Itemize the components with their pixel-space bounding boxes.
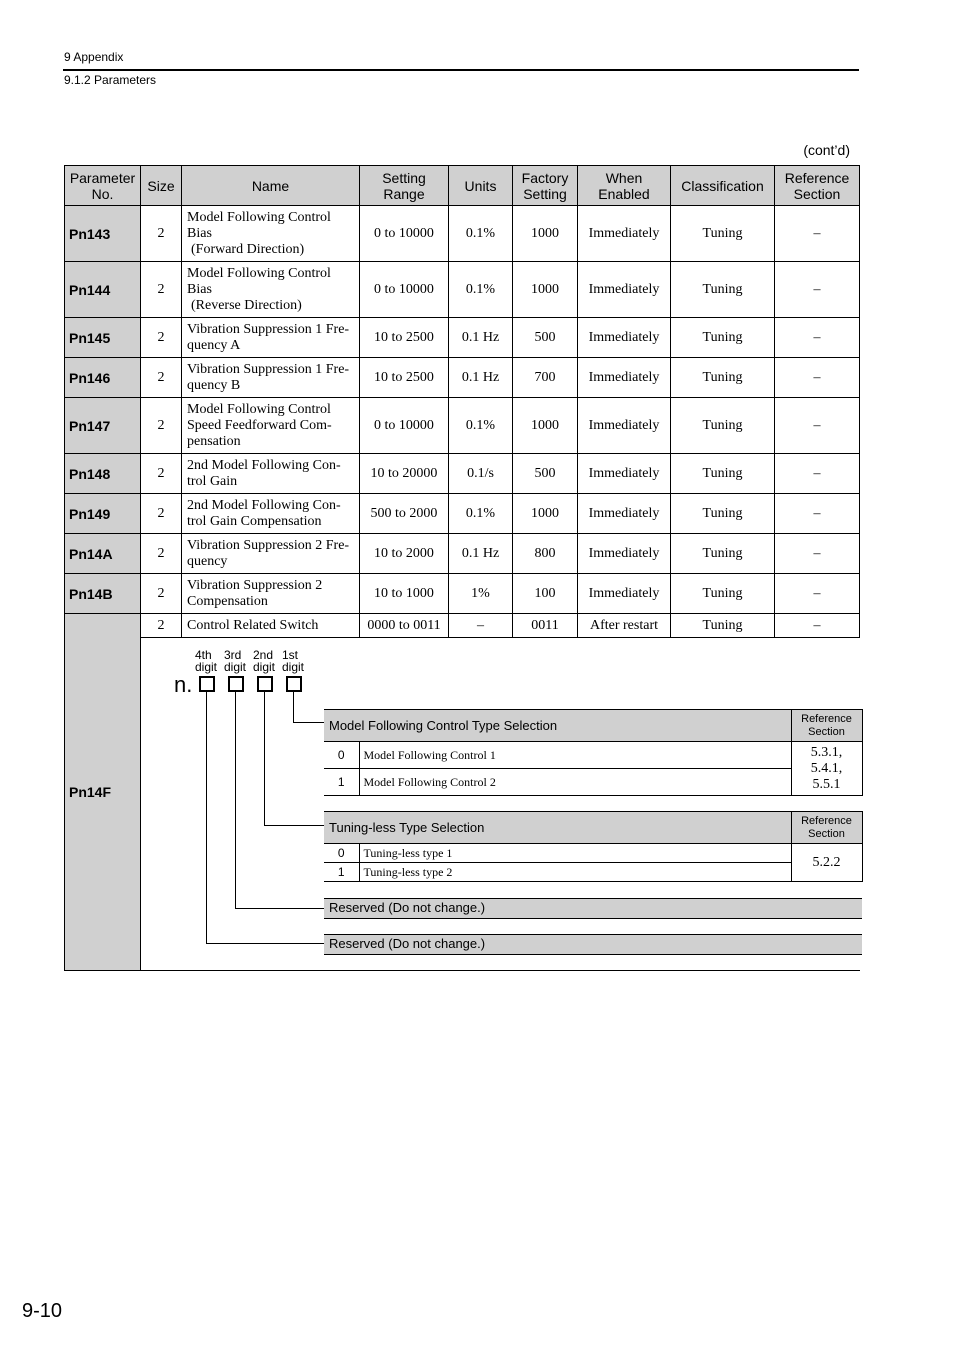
factory-setting-cell: 500 <box>513 454 578 494</box>
reference-section-cell: – <box>775 454 860 494</box>
reference-section-cell: – <box>775 574 860 614</box>
parameter-no-cell: Pn146 <box>65 358 141 398</box>
parameter-no-cell: Pn148 <box>65 454 141 494</box>
parameter-no-cell: Pn14F <box>65 614 141 971</box>
name-line: (Forward Direction) <box>191 241 305 257</box>
factory-setting-cell: 0011 <box>513 614 578 638</box>
units-cell: 0.1% <box>449 206 513 262</box>
when-enabled-cell: After restart <box>578 614 671 638</box>
col-header-parameter-no: Parameter No. <box>65 166 141 206</box>
name-cell <box>182 398 360 454</box>
model-following-ref-header <box>791 710 862 742</box>
tuning-less-code-0: 0 <box>324 844 359 863</box>
name-line: 2nd Model Following Con- <box>187 497 341 513</box>
table-row <box>65 454 860 494</box>
parameter-no-cell: Pn149 <box>65 494 141 534</box>
name-line: trol Gain Compensation <box>187 513 322 529</box>
size-cell: 2 <box>141 358 182 398</box>
col-header-when-enabled: When Enabled <box>578 166 671 206</box>
setting-range-cell: 10 to 2500 <box>360 318 449 358</box>
setting-range-cell: 10 to 2500 <box>360 358 449 398</box>
name-line: quency <box>187 553 228 569</box>
name-line: Vibration Suppression 1 Fre- <box>187 361 350 377</box>
factory-setting-cell: 700 <box>513 358 578 398</box>
setting-range-cell: 10 to 1000 <box>360 574 449 614</box>
parameter-no-cell: Pn143 <box>65 206 141 262</box>
name-line: Vibration Suppression 2 <box>187 577 323 593</box>
name-cell <box>182 454 360 494</box>
connector-2nd-h <box>264 825 324 826</box>
name-cell <box>182 534 360 574</box>
name-line: Model Following Control <box>187 265 331 281</box>
digit-label-4th-word: digit <box>195 660 218 674</box>
factory-setting-cell: 500 <box>513 318 578 358</box>
size-cell: 2 <box>141 614 182 638</box>
reference-section-cell: – <box>775 206 860 262</box>
pn14f-digit-diagram <box>141 638 859 971</box>
digit-label-1st <box>282 649 304 673</box>
model-following-title: Model Following Control Type Selection <box>324 710 791 742</box>
table-row-pn14f <box>65 614 860 638</box>
size-cell: 2 <box>141 494 182 534</box>
digit-box-2nd <box>257 676 273 692</box>
connector-4th-v <box>206 692 207 943</box>
ref-header-line1: Reference <box>801 814 852 827</box>
section-header: 9.1.2 Parameters <box>64 73 157 87</box>
model-following-code-1: 1 <box>324 769 359 796</box>
table-row <box>65 206 860 262</box>
digit-box-4th <box>199 676 215 692</box>
page-number: 9-10 <box>22 1300 63 1322</box>
tuning-less-code-1: 1 <box>324 863 359 882</box>
tuning-less-type-table <box>324 811 863 882</box>
size-cell: 2 <box>141 454 182 494</box>
col-header-units: Units <box>449 166 513 206</box>
reference-section-cell: – <box>775 494 860 534</box>
connector-1st-h <box>293 722 324 723</box>
when-enabled-cell: Immediately <box>578 494 671 534</box>
digit-label-3rd-num: 3rd <box>224 648 242 662</box>
classification-cell: Tuning <box>671 494 775 534</box>
digit-box-3rd <box>228 676 244 692</box>
reference-section-cell: – <box>775 398 860 454</box>
name-line: Speed Feedforward Com- <box>187 417 332 433</box>
setting-range-cell: 500 to 2000 <box>360 494 449 534</box>
digit-label-4th-num: 4th <box>195 648 212 662</box>
name-line: quency A <box>187 337 241 353</box>
mf-ref-line2: 5.4.1, <box>810 760 843 776</box>
connector-1st-v <box>293 692 294 722</box>
when-enabled-cell: Immediately <box>578 454 671 494</box>
col-header-name: Name <box>182 166 360 206</box>
classification-cell: Tuning <box>671 614 775 638</box>
units-cell: 0.1% <box>449 398 513 454</box>
table-row <box>65 262 860 318</box>
setting-range-cell: 0000 to 0011 <box>360 614 449 638</box>
name-line: Compensation <box>187 593 268 609</box>
n-prefix: n. <box>174 672 193 697</box>
size-cell: 2 <box>141 398 182 454</box>
digit-label-2nd-word: digit <box>253 660 276 674</box>
classification-cell: Tuning <box>671 206 775 262</box>
factory-setting-cell: 1000 <box>513 398 578 454</box>
when-enabled-cell: Immediately <box>578 206 671 262</box>
classification-cell: Tuning <box>671 262 775 318</box>
model-following-desc-0: Model Following Control 1 <box>359 742 791 769</box>
when-enabled-cell: Immediately <box>578 318 671 358</box>
tuning-less-desc-0: Tuning-less type 1 <box>359 844 791 863</box>
table-row <box>65 494 860 534</box>
col-header-size: Size <box>141 166 182 206</box>
name-cell: Control Related Switch <box>182 614 360 638</box>
tuning-less-ref-value: 5.2.2 <box>791 844 862 882</box>
table-header-row <box>65 166 860 206</box>
name-cell <box>182 358 360 398</box>
setting-range-cell: 0 to 10000 <box>360 262 449 318</box>
classification-cell: Tuning <box>671 534 775 574</box>
units-cell: 0.1 Hz <box>449 534 513 574</box>
tuning-less-title: Tuning-less Type Selection <box>324 812 791 844</box>
factory-setting-cell: 1000 <box>513 494 578 534</box>
when-enabled-cell: Immediately <box>578 534 671 574</box>
name-line: Bias <box>187 225 212 241</box>
size-cell: 2 <box>141 262 182 318</box>
name-line: (Reverse Direction) <box>191 297 302 313</box>
name-line: Model Following Control <box>187 209 331 225</box>
parameter-no-cell: Pn14A <box>65 534 141 574</box>
reserved-3rd-digit: Reserved (Do not change.) <box>324 898 862 919</box>
table-row <box>65 358 860 398</box>
name-cell <box>182 262 360 318</box>
units-cell: 0.1% <box>449 494 513 534</box>
reserved-4th-digit: Reserved (Do not change.) <box>324 934 862 955</box>
digit-label-3rd-word: digit <box>224 660 247 674</box>
name-line: Vibration Suppression 2 Fre- <box>187 537 350 553</box>
name-cell <box>182 206 360 262</box>
header-rule <box>63 69 859 71</box>
units-cell: – <box>449 614 513 638</box>
when-enabled-cell: Immediately <box>578 358 671 398</box>
name-line: Vibration Suppression 1 Fre- <box>187 321 350 337</box>
connector-4th-h <box>206 943 324 944</box>
setting-range-cell: 0 to 10000 <box>360 206 449 262</box>
reference-section-cell: – <box>775 614 860 638</box>
classification-cell: Tuning <box>671 454 775 494</box>
table-row <box>65 318 860 358</box>
classification-cell: Tuning <box>671 318 775 358</box>
col-header-factory-setting: Factory Setting <box>513 166 578 206</box>
reference-section-cell: – <box>775 262 860 318</box>
ref-header-line2: Section <box>808 827 845 840</box>
factory-setting-cell: 800 <box>513 534 578 574</box>
table-row <box>65 534 860 574</box>
digit-label-2nd-num: 2nd <box>253 648 274 662</box>
ref-header-line1: Reference <box>801 712 852 725</box>
name-line: 2nd Model Following Con- <box>187 457 341 473</box>
model-following-desc-1: Model Following Control 2 <box>359 769 791 796</box>
reference-section-cell: – <box>775 318 860 358</box>
parameter-no-cell: Pn144 <box>65 262 141 318</box>
factory-setting-cell: 1000 <box>513 206 578 262</box>
name-cell <box>182 318 360 358</box>
classification-cell: Tuning <box>671 358 775 398</box>
digit-label-2nd <box>253 649 275 673</box>
model-following-code-0: 0 <box>324 742 359 769</box>
size-cell: 2 <box>141 574 182 614</box>
setting-range-cell: 10 to 2000 <box>360 534 449 574</box>
table-row <box>65 574 860 614</box>
units-cell: 1% <box>449 574 513 614</box>
model-following-ref-value <box>791 742 862 796</box>
units-cell: 0.1 Hz <box>449 358 513 398</box>
digit-box-1st <box>286 676 302 692</box>
reference-section-cell: – <box>775 534 860 574</box>
name-line: Bias <box>187 281 212 297</box>
name-line: trol Gain <box>187 473 238 489</box>
continued-label: (cont’d) <box>803 142 850 158</box>
units-cell: 0.1/s <box>449 454 513 494</box>
mf-ref-line1: 5.3.1, <box>810 744 843 760</box>
connector-2nd-v <box>264 692 265 825</box>
name-cell <box>182 574 360 614</box>
units-cell: 0.1% <box>449 262 513 318</box>
units-cell: 0.1 Hz <box>449 318 513 358</box>
table-row <box>65 398 860 454</box>
col-header-reference-section: Reference Section <box>775 166 860 206</box>
chapter-header: 9 Appendix <box>64 50 124 64</box>
tuning-less-ref-header <box>791 812 862 844</box>
digit-label-1st-num: 1st <box>282 648 299 662</box>
classification-cell: Tuning <box>671 398 775 454</box>
parameter-no-cell: Pn147 <box>65 398 141 454</box>
connector-3rd-h <box>235 908 324 909</box>
model-following-type-table <box>324 709 863 796</box>
digit-label-4th <box>195 649 217 673</box>
size-cell: 2 <box>141 534 182 574</box>
col-header-setting-range: Setting Range <box>360 166 449 206</box>
parameter-no-cell: Pn145 <box>65 318 141 358</box>
parameter-no-cell: Pn14B <box>65 574 141 614</box>
ref-header-line2: Section <box>808 725 845 738</box>
when-enabled-cell: Immediately <box>578 262 671 318</box>
classification-cell: Tuning <box>671 574 775 614</box>
when-enabled-cell: Immediately <box>578 574 671 614</box>
factory-setting-cell: 1000 <box>513 262 578 318</box>
factory-setting-cell: 100 <box>513 574 578 614</box>
when-enabled-cell: Immediately <box>578 398 671 454</box>
name-line: quency B <box>187 377 241 393</box>
mf-ref-line3: 5.5.1 <box>812 776 841 792</box>
name-line: pensation <box>187 433 241 449</box>
setting-range-cell: 10 to 20000 <box>360 454 449 494</box>
connector-3rd-v <box>235 692 236 908</box>
tuning-less-desc-1: Tuning-less type 2 <box>359 863 791 882</box>
setting-range-cell: 0 to 10000 <box>360 398 449 454</box>
reference-section-cell: – <box>775 358 860 398</box>
digit-label-1st-word: digit <box>282 660 305 674</box>
name-cell <box>182 494 360 534</box>
col-header-classification: Classification <box>671 166 775 206</box>
size-cell: 2 <box>141 206 182 262</box>
digit-label-3rd <box>224 649 246 673</box>
size-cell: 2 <box>141 318 182 358</box>
name-line: Model Following Control <box>187 401 331 417</box>
